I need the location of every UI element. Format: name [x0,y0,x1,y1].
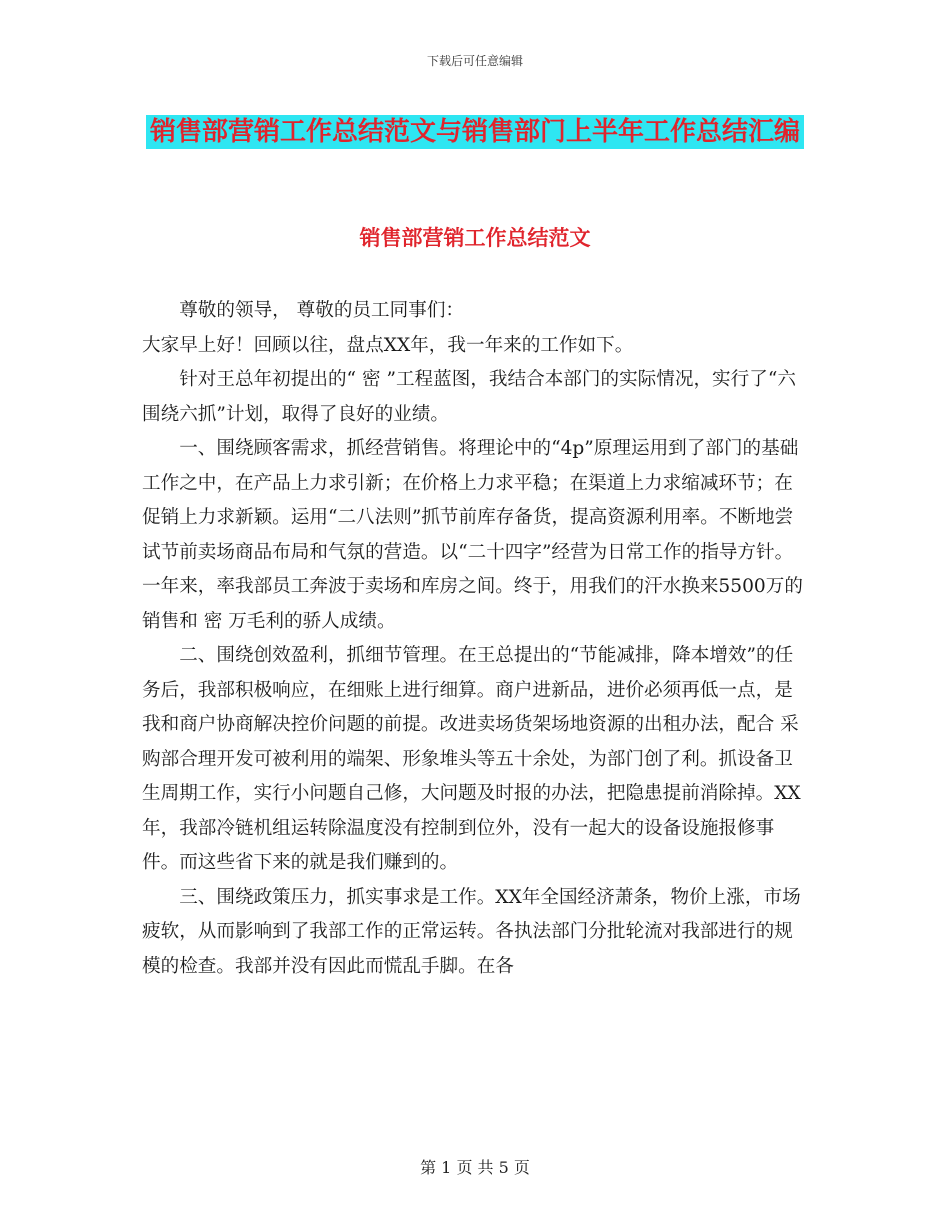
paragraph: 一、围绕顾客需求，抓经营销售。将理论中的“4p”原理运用到了部门的基础工作之中，在产品上力求引新；在价格上力求平稳；在渠道上力求缩减环节；在促销上力求新颖。运用“二八法则”抓节前库存备货，提高资源利用率。不断地尝试节前卖场商品布局和气氛的营造。以“二十四字”经营为日常工作的指导方针。一年来，率我部员工奔波于卖场和库房之间。终于，用我们的汗水换来5500万的销售和 密 万毛利的骄人成绩。 [142,438,803,632]
paragraph: 三、围绕政策压力，抓实事求是工作。XX年全国经济萧条，物价上涨，市场疲软，从而影响到了我部工作的正常运转。各执法部门分批轮流对我部进行的规模的检查。我部并没有因此而慌乱手脚。在各 [142,886,801,977]
document-title [140,108,810,156]
paragraph: 二、围绕创效盈利，抓细节管理。在王总提出的“节能减排，降本增效”的任务后，我部积极响应，在细账上进行细算。商户进新品，进价必须再低一点，是我和商户协商解决控价问题的前提。改进卖场货架场地资源的出租办法，配合 采购部合理开发可被利用的端架、形象堆头等五十余处，为部门创了利。抓设备卫生周期工作，实行小问题自己修，大问题及时报的办法，把隐患提前消除掉。XX年，我部冷链机组运转除温度没有控制到位外，没有一起大的设备设施报修事件。而这些省下来的就是我们赚到的。 [142,645,801,873]
paragraph: 尊敬的领导， 尊敬的员工同事们： [179,300,465,321]
page-footer: 第 1 页 共 5 页 [420,1158,530,1177]
paragraph: 针对王总年初提出的“ 密 ”工程蓝图，我结合本部门的实际情况，实行了“六围绕六抓”计划，取得了良好的业绩。 [142,369,796,425]
document-body [142,294,806,984]
header-note: 下载后可任意编辑 [426,54,523,68]
document-title-text: 销售部营销工作总结范文与销售部门上半年工作总结汇编 [146,115,804,149]
section-title: 销售部营销工作总结范文 [359,225,591,250]
paragraph: 大家早上好！回顾以往，盘点XX年，我一年来的工作如下。 [142,334,634,356]
